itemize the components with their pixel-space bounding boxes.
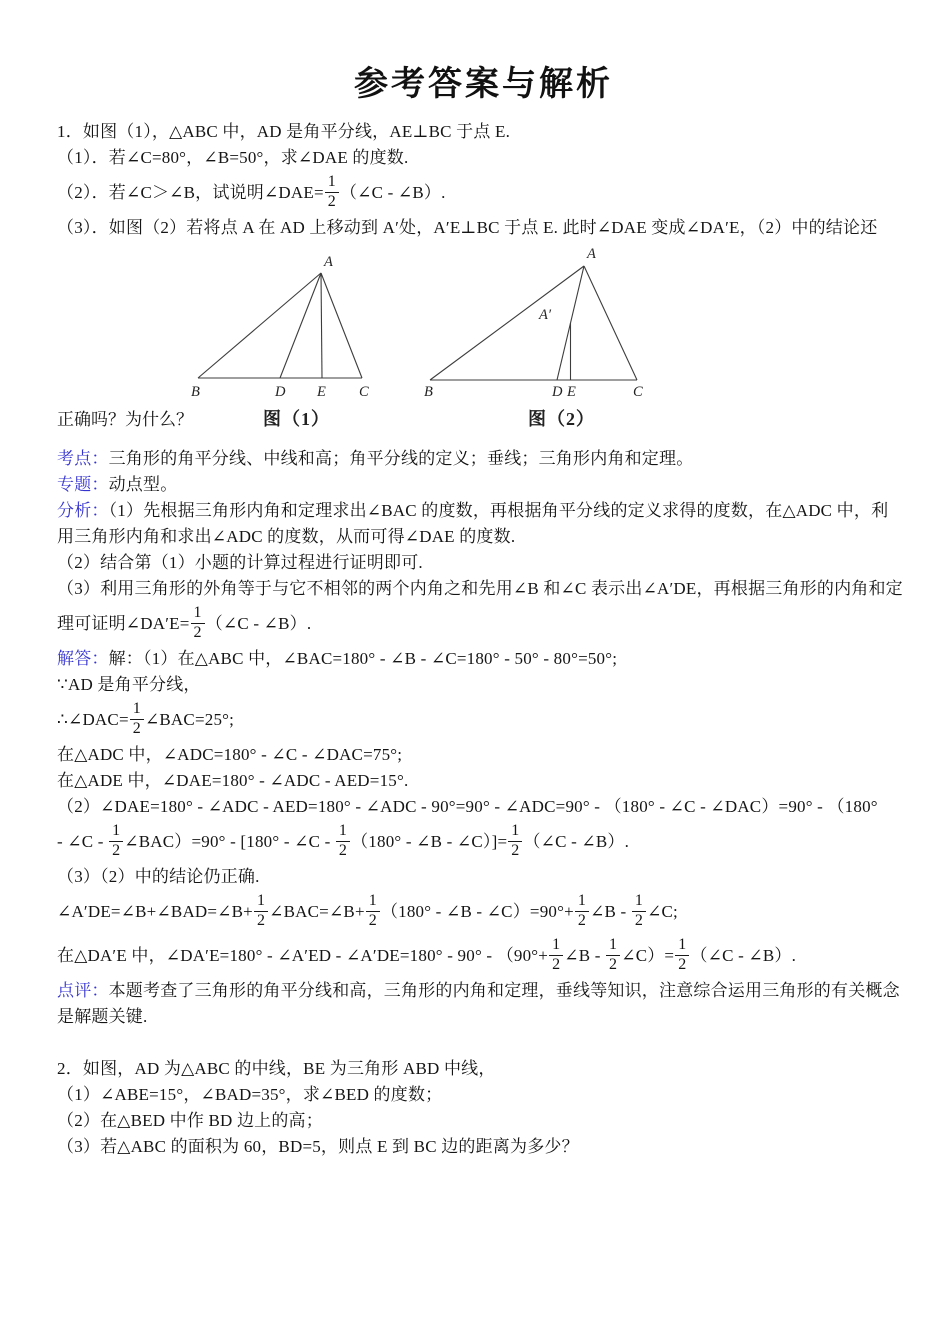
text-run: 解：（1）在△ABC 中，∠BAC=180° - ∠B - ∠C=180° - 50° - 80°=50°; [108, 649, 618, 668]
text-run: ∵AD 是角平分线， [57, 675, 201, 694]
fraction: $\frac{1}{2}$ [109, 822, 123, 861]
fraction: $\frac{1}{2}$ [675, 936, 689, 975]
text-run: （2）∠DAE=180° - ∠ADC - AED=180° - ∠ADC - 90°=90° - ∠ADC=90° - （180° - ∠C - ∠DAC）=90° - （180° [57, 797, 878, 816]
fig2-label-e: E [567, 384, 576, 400]
figures-block [57, 246, 910, 436]
figure-2-triangle [418, 246, 658, 401]
fig2-label-d: D [552, 384, 563, 400]
text-run: （2）结合第（1）小题的计算过程进行证明即可. [57, 553, 423, 572]
fig2-label-a: A [587, 246, 596, 262]
text-run: 三角形的角平分线、中线和高；角平分线的定义；垂线；三角形内角和定理。 [108, 449, 694, 468]
text-run: （3）．如图（2）若将点 A 在 AD 上移动到 A′处，A′E⊥BC 于点 E. 此时∠DAE 变成∠DA′E，（2）中的结论还 [57, 218, 878, 237]
text-line [57, 215, 910, 241]
text-run: （∠C - ∠B）. [205, 614, 312, 633]
fig2-label-c: C [633, 384, 643, 400]
fraction: $\frac{1}{2}$ [632, 892, 646, 931]
text-run: （180° - ∠B - ∠C）=90°+ [380, 902, 574, 921]
fig1-label-a: A [324, 254, 333, 270]
fig1-label-c: C [359, 384, 369, 400]
fraction: $\frac{1}{2}$ [254, 892, 268, 931]
fraction: $\frac{1}{2}$ [606, 936, 620, 975]
text-run: ∠A′DE=∠B+∠BAD=∠B+ [57, 902, 253, 921]
text-line [57, 1056, 910, 1082]
text-line [57, 550, 910, 576]
text-line [57, 934, 910, 978]
continuation-text: 正确吗？为什么？ [57, 410, 193, 429]
fig2-label-b: B [424, 384, 433, 400]
text-run: （180° - ∠B - ∠C）]= [351, 832, 508, 851]
text-line [57, 698, 910, 742]
text-line [57, 742, 910, 768]
text-line [57, 171, 910, 215]
figure-2-caption: 图（2） [528, 409, 595, 429]
text-line [57, 768, 910, 794]
text-run: （3）（2）中的结论仍正确. [57, 867, 260, 886]
text-run: ∠C; [647, 902, 678, 921]
fraction: $\frac{1}{2}$ [549, 936, 563, 975]
text-run: ∠BAC）=90° - [180° - ∠C - [124, 832, 335, 851]
text-line [57, 446, 910, 472]
fraction: $\frac{1}{2}$ [336, 822, 350, 861]
text-line [57, 576, 910, 602]
text-line [57, 498, 910, 524]
text-run: （∠C - ∠B）. [339, 183, 446, 202]
fraction: $\frac{1}{2}$ [575, 892, 589, 931]
text-line [57, 472, 910, 498]
text-line [57, 145, 910, 171]
text-run: （3）利用三角形的外角等于与它不相邻的两个内角之和先用∠B 和∠C 表示出∠A′DE，再根据三角形的内角和定 [57, 579, 903, 598]
text-run: ∴∠DAC= [57, 710, 129, 729]
text-run: （∠C - ∠B）. [523, 832, 630, 851]
text-line [57, 1134, 910, 1160]
section-label: 点评： [57, 981, 109, 1000]
text-line [57, 1030, 910, 1056]
figure-1-caption: 图（1） [263, 409, 330, 429]
text-run: （2）在△BED 中作 BD 边上的高； [57, 1111, 323, 1130]
text-run: 2．如图，AD 为△ABC 的中线，BE 为三角形 ABD 中线， [57, 1059, 496, 1078]
text-run: 动点型。 [108, 475, 178, 494]
text-run: （2）．若∠C＞∠B，试说明∠DAE= [57, 183, 324, 202]
text-run: 是解题关键. [57, 1007, 148, 1026]
text-line [57, 864, 910, 890]
text-run: （∠C - ∠B）. [690, 946, 797, 965]
text-run: 理可证明∠DA′E= [57, 614, 190, 633]
text-line [57, 1108, 910, 1134]
fig2-label-aprime: A′ [538, 307, 551, 323]
fraction: $\frac{1}{2}$ [508, 822, 522, 861]
figure-1-triangle [187, 253, 392, 401]
text-line [57, 890, 910, 934]
fraction: $\frac{1}{2}$ [130, 700, 144, 739]
text-line [57, 820, 910, 864]
text-line [57, 794, 910, 820]
text-run: （1）∠ABE=15°，∠BAD=35°，求∠BED 的度数； [57, 1085, 443, 1104]
text-line [57, 978, 910, 1004]
text-run: 用三角形内角和求出∠ADC 的度数，从而可得∠DAE 的度数. [57, 527, 516, 546]
fraction: $\frac{1}{2}$ [325, 173, 339, 212]
text-run: （1）．若∠C=80°，∠B=50°，求∠DAE 的度数. [57, 148, 409, 167]
problem-1-text [57, 119, 910, 241]
text-line [57, 1082, 910, 1108]
text-line [57, 602, 910, 646]
section-label: 解答： [57, 649, 109, 668]
text-run: （1）先根据三角形内角和定理求出∠BAC 的度数，再根据角平分线的定义求得的度数，在△ADC 中，利 [108, 501, 889, 520]
section-label: 考点： [57, 449, 109, 468]
text-line [57, 524, 910, 550]
text-run: ∠B - [590, 902, 631, 921]
fig1-label-d: D [275, 384, 286, 400]
solution-text [57, 446, 910, 1160]
text-run: 1．如图（1），△ABC 中，AD 是角平分线，AE⊥BC 于点 E. [57, 122, 511, 141]
fig1-label-b: B [191, 384, 200, 400]
text-run: 在△ADC 中，∠ADC=180° - ∠C - ∠DAC=75°; [57, 745, 403, 764]
text-run: ∠C）= [621, 946, 675, 965]
fraction: $\frac{1}{2}$ [191, 604, 205, 643]
text-line [57, 672, 910, 698]
text-run: - ∠C - [57, 832, 109, 851]
text-run: 本题考查了三角形的角平分线和高，三角形的内角和定理，垂线等知识，注意综合运用三角形的有关概念 [108, 981, 900, 1000]
text-run: ∠BAC=25°; [144, 710, 235, 729]
text-line [57, 1004, 910, 1030]
text-run: （3）若△ABC 的面积为 60，BD=5，则点 E 到 BC 边的距离为多少？ [57, 1137, 579, 1156]
text-run: 在△ADE 中，∠DAE=180° - ∠ADC - AED=15°. [57, 771, 409, 790]
text-run: 在△DA′E 中，∠DA′E=180° - ∠A′ED - ∠A′DE=180° - 90° - （90°+ [57, 946, 549, 965]
text-line [57, 119, 910, 145]
text-run: ∠BAC=∠B+ [269, 902, 365, 921]
text-run: ∠B - [564, 946, 606, 965]
section-label: 分析： [57, 501, 109, 520]
fig1-label-e: E [317, 384, 326, 400]
section-label: 专题： [57, 475, 109, 494]
page-title: 参考答案与解析 [354, 66, 613, 103]
text-line [57, 646, 910, 672]
fraction: $\frac{1}{2}$ [366, 892, 380, 931]
